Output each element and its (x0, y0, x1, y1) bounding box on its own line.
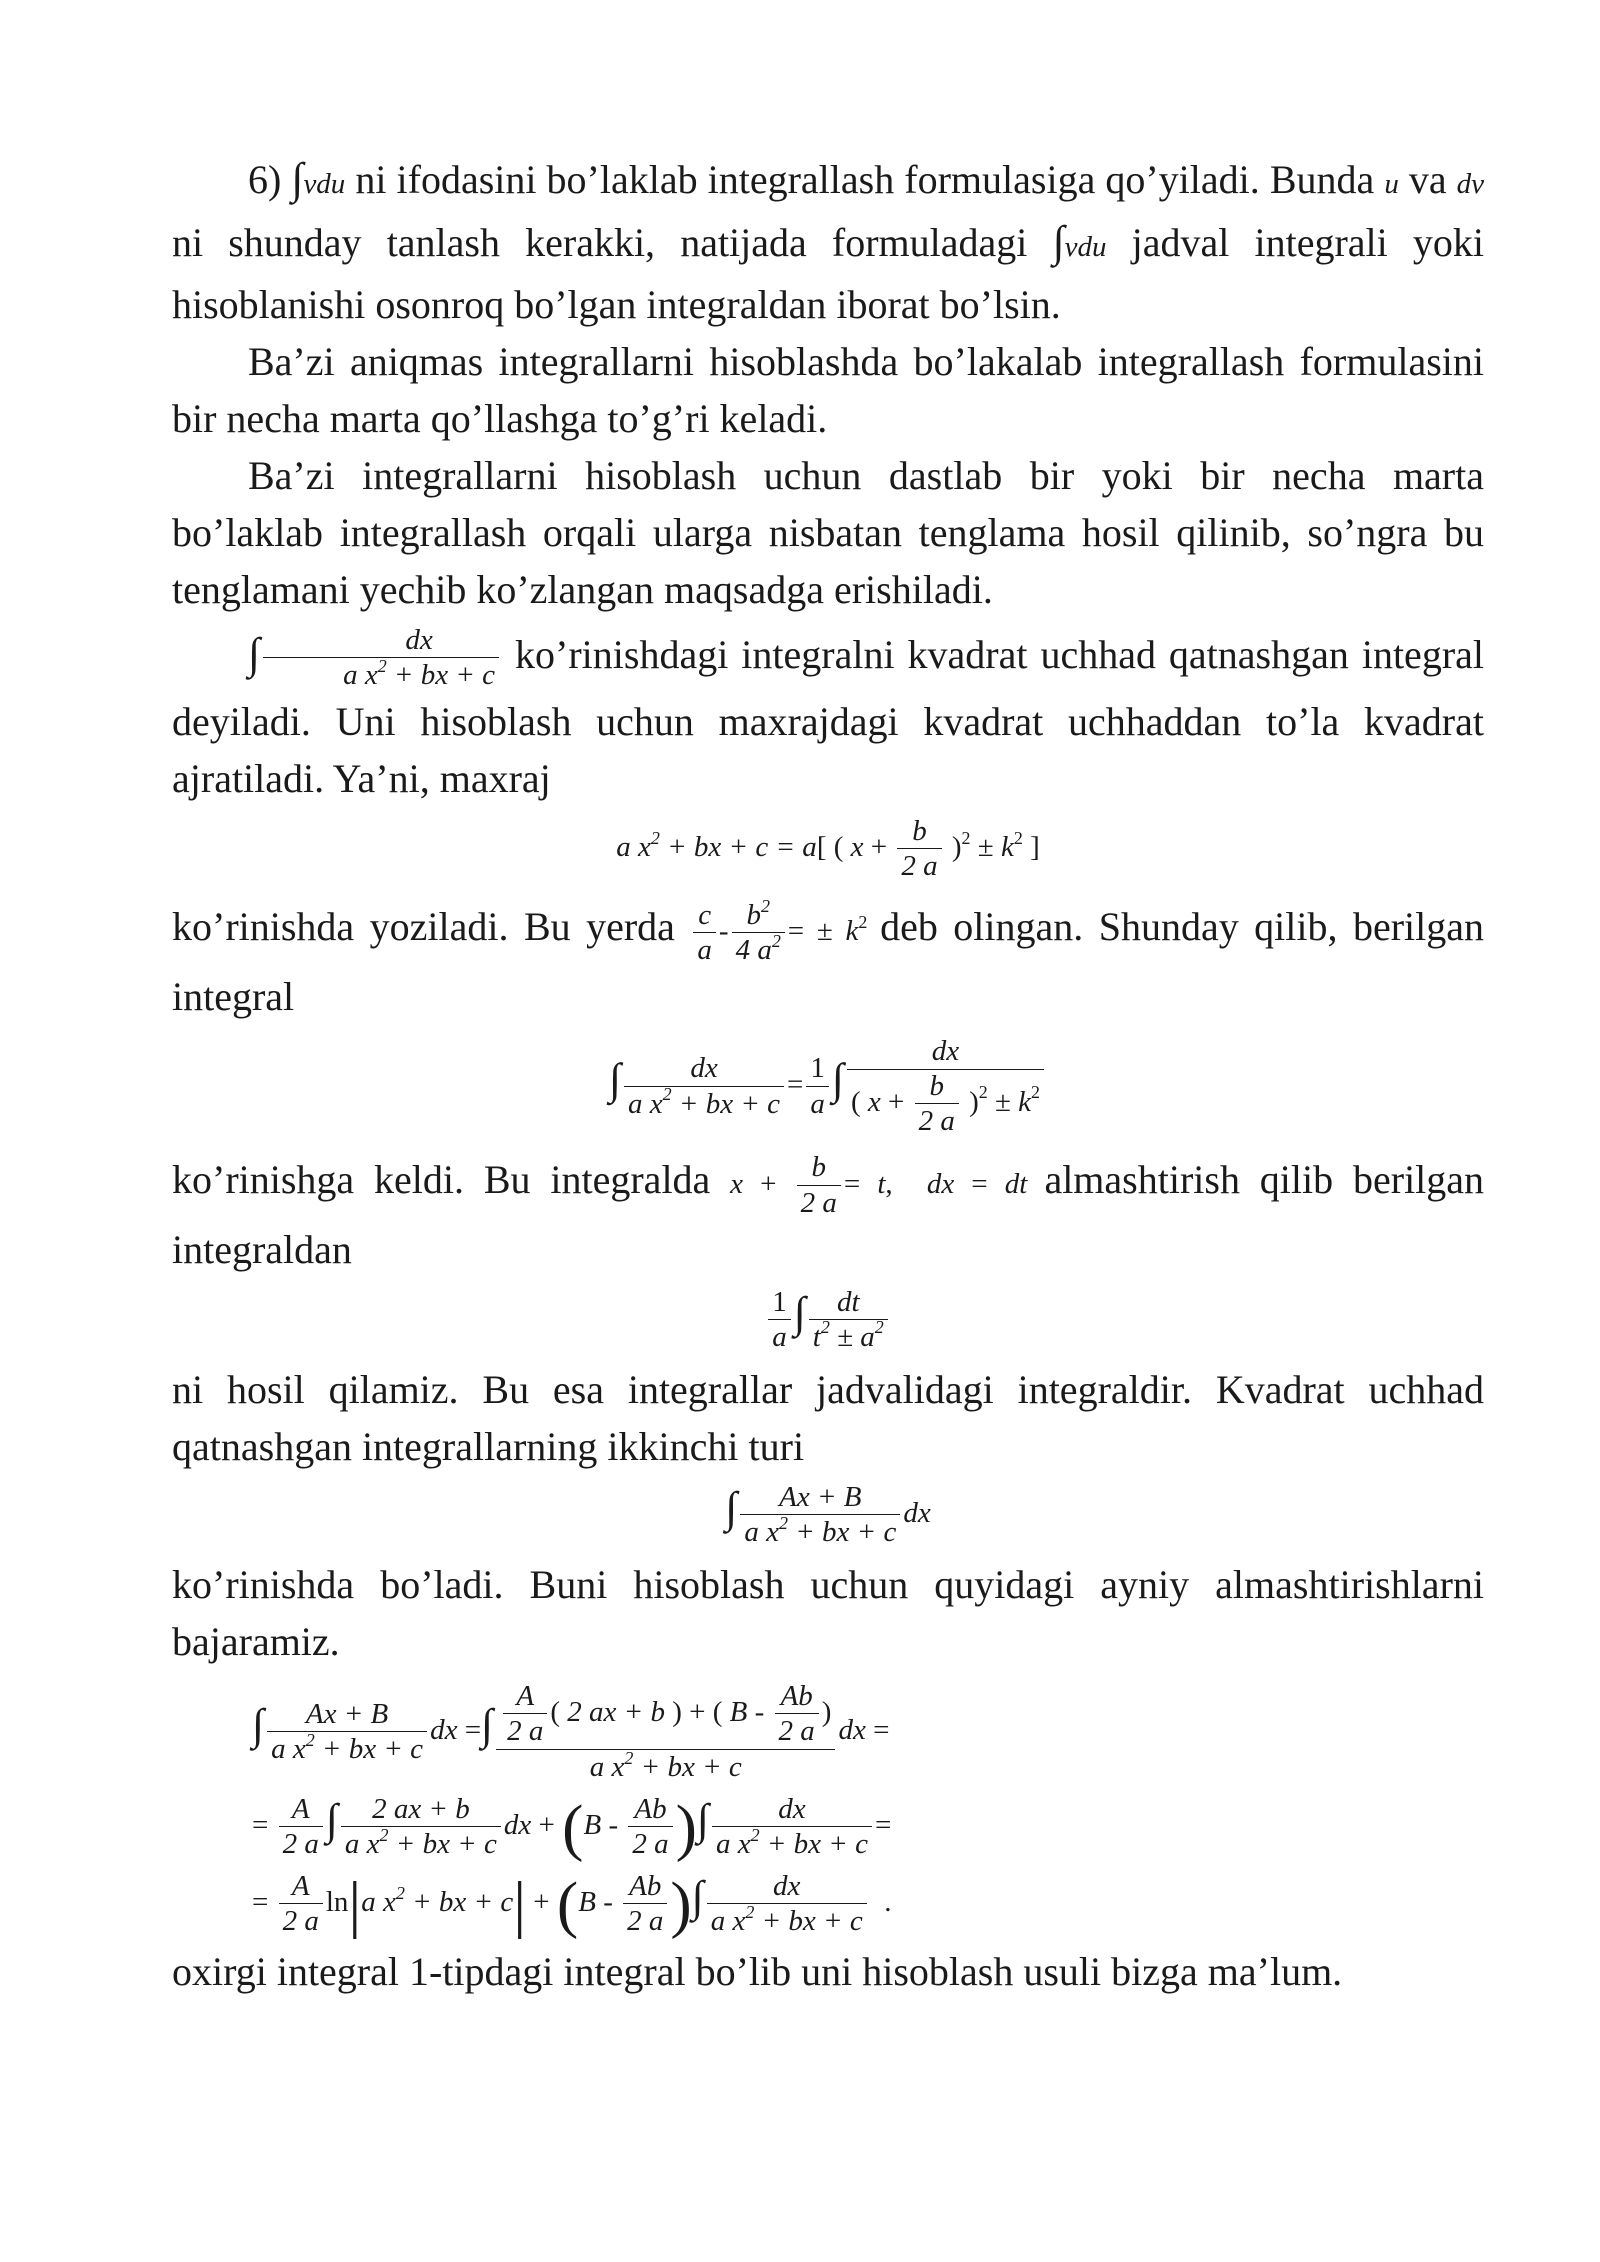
text: ko’rinishdagi integralni kvadrat uchhad qatnashgan integral deyiladi. Uni hisoblash uchun maxrajdagi kvadrat uchhaddan to’la kvadrat ajratiladi. Ya’ni, maxraj (172, 631, 1485, 802)
formula-complete-square: a $x^2$ + bx + c = a[ ( x + $\frac{b}{2 a}$ )$^2 \pm k^2$ ] (616, 815, 1040, 883)
formula-substitution: x + $\frac{b}{2 a}$ = t, dx = dt (730, 1151, 1028, 1219)
paragraph-4 (172, 624, 1484, 807)
text: ni shunday tanlash kerakki, natijada formuladagi (172, 220, 1028, 265)
document-page (172, 150, 1484, 2000)
text: almashtirish qilib berilgan integraldan (172, 1156, 1485, 1272)
formula-integral-transform: ∫ $\frac{dx}{a x^2 + bx + c}$ = $\frac{1}{a}$ ∫ dx ( x + $\frac{b}{2 a}$ )$^2 \pm k^2$ (172, 1035, 1484, 1138)
var-dv: dv (1456, 168, 1485, 200)
paragraph-2: Ba’zi aniqmas integrallarni hisoblashda bo’lakalab integrallash formulasini bir necha marta qo’llashga to’g’ri keladi. (172, 339, 1484, 441)
item-number: 6) (248, 157, 282, 202)
var-u: u (1384, 168, 1399, 200)
formula-table-integral: $\frac{1}{a}$ ∫ $\frac{dt}{t^2 \pm a^2}$ (172, 1286, 1484, 1355)
paragraph-3: Ba’zi integrallarni hisoblash uchun dastlab bir yoki bir necha marta bo’laklab integrallash orqali ularga nisbatan tenglama hosil qilinib, so’ngra bu tenglamani yechib ko’zlangan maqsadga erishiladi. (172, 453, 1484, 612)
paragraph-1 (172, 150, 1484, 333)
paragraph-8: ko’rinishda bo’ladi. Buni hisoblash uchun quyidagi ayniy almashtirishlarni bajaramiz. (172, 1561, 1484, 1664)
derivation-line-1: ∫ $\frac{Ax + B}{a x^2 + bx + c}$ dx =∫ $\frac{A}{2 a}$ ( 2 ax + b ) + ( B - $\frac{Ab}{2 a}$ ) a $x^2$ + bx + c dx = (252, 1679, 890, 1783)
text: deb olingan. Shunday qilib, berilgan integral (172, 904, 1485, 1020)
derivation-line-3: = $\frac{A}{2 a}$ ln|a $x^2$ + bx + c| + (B - $\frac{Ab}{2 a}$ )∫ $\frac{dx}{a x^2 + bx + c}$ . (252, 1868, 892, 1940)
formula-second-type: ∫ $\frac{Ax + B}{a x^2 + bx + c}$ dx (725, 1480, 931, 1549)
paragraph-6 (172, 1151, 1484, 1278)
text: va (1408, 157, 1447, 202)
paragraph-5 (172, 895, 1485, 1025)
paragraph-9: oxirgi integral 1-tipdagi integral bo’lib uni hisoblash usuli bizga ma’lum. (172, 1949, 1343, 1995)
paragraph-7: ni hosil qilamiz. Bu esa integrallar jadvalidagi integraldir. Kvadrat uchhad qatnashgan integrallarning ikkinchi turi (172, 1366, 1484, 1469)
text: ko’rinishda yoziladi. Bu yerda (172, 904, 675, 950)
formula-k-definition: $\frac{c}{a}$ - $\frac{b^2}{4 a^2}$ = ± $k^2$ (690, 915, 880, 947)
derivation-line-2: = $\frac{A}{2 a}$ ∫ $\frac{2 ax + b}{a x^2 + bx + c}$ dx + (B - $\frac{Ab}{2 a}$ )∫ $\frac{dx}{a x^2 + bx + c}$ = (252, 1791, 892, 1863)
text: jadval integrali yoki hisoblanishi osonroq bo’lgan integraldan iborat bo’lsin. (172, 220, 1485, 327)
integral-quadratic: ∫ $\frac{dx}{a x^2 + bx + c}$ (248, 632, 515, 677)
integral-vdu: ∫vdu (1052, 217, 1107, 266)
text: ni ifodasini bo’laklab integrallash formulasiga qo’yiladi. Bunda (355, 157, 1375, 202)
integral-vdu: ∫vdu (291, 154, 346, 203)
text: ko’rinishga keldi. Bu integralda (172, 1156, 711, 1202)
